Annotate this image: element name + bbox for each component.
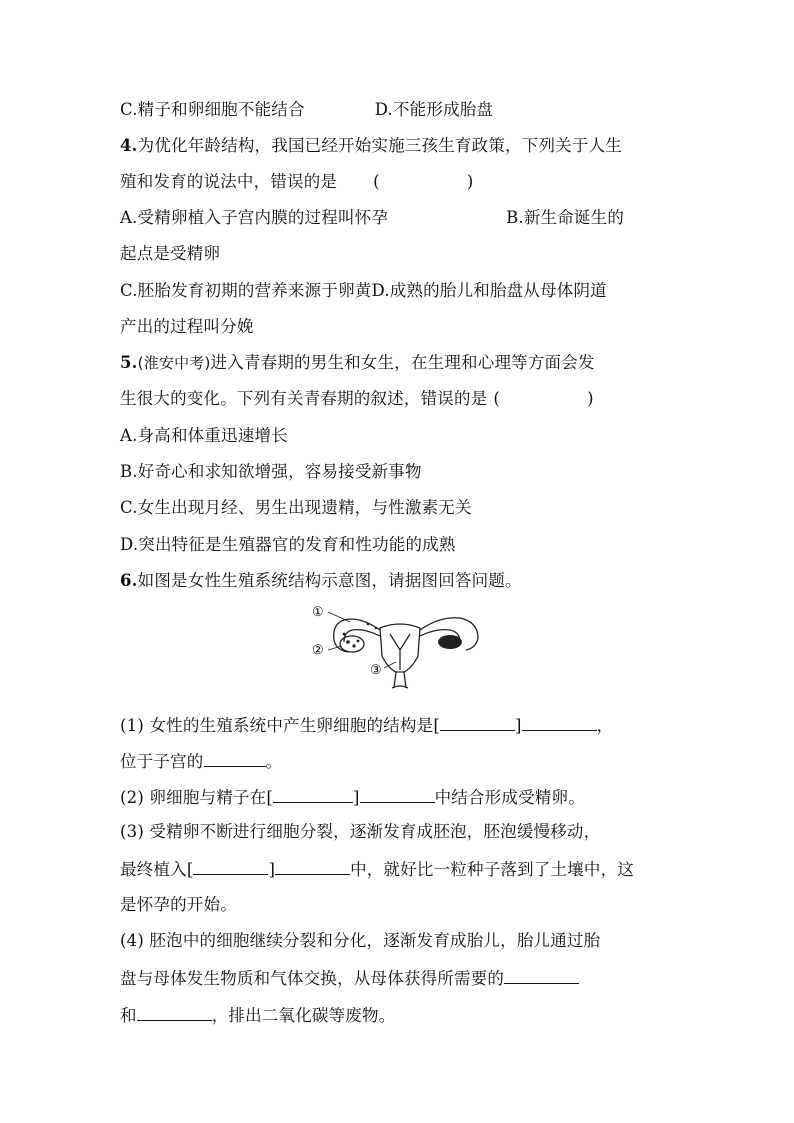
q6-sub3-bracket-open: [ xyxy=(186,860,194,879)
q4-stem-text-1: 为优化年龄结构，我国已经开始实施三孩生育政策，下列关于人生 xyxy=(137,136,622,155)
q5-option-d: D.突出特征是生殖器官的发育和性功能的成熟 xyxy=(120,535,456,554)
q4-stem-line1 xyxy=(120,136,622,156)
q4-option-a: A.受精卵植入子宫内膜的过程叫怀孕 xyxy=(120,208,389,227)
diagram-label-2: ② xyxy=(312,643,324,658)
q6-sub3-blank-name[interactable] xyxy=(275,858,350,875)
q6-sub4-text-a: (4) 胚泡中的细胞继续分裂和分化，逐渐发育成胎儿，胎儿通过胎 xyxy=(120,931,601,950)
q6-sub1-text-a: (1) 女性的生殖系统中产生卵细胞的结构是 xyxy=(120,716,434,735)
q5-number: 5. xyxy=(120,353,138,372)
q6-sub3-text-c: 中，就好比一粒种子落到了土壤中，这 xyxy=(350,860,634,879)
q6-number: 6. xyxy=(120,571,138,590)
q6-sub1-text-b: ， xyxy=(596,716,614,735)
q5-option-c-line xyxy=(120,498,472,518)
q6-sub1-bracket-close: ] xyxy=(514,716,522,735)
q5-stem-text-2: 生很大的变化。下列有关青春期的叙述，错误的是 xyxy=(120,389,488,408)
q4-options-line2 xyxy=(120,244,220,264)
q4-option-c: C.胚胎发育初期的营养来源于卵黄 xyxy=(120,281,372,300)
q6-sub3-text-a: (3) 受精卵不断进行细胞分裂，逐渐发育成胚泡，胚泡缓慢移动， xyxy=(120,822,601,841)
q4-options-line3 xyxy=(120,281,607,301)
q6-sub2-bracket-close: ] xyxy=(352,788,360,807)
q4-stem-text-2: 殖和发育的说法中，错误的是 xyxy=(120,172,338,191)
q6-sub4-text-b: 盘与母体发生物质和气体交换，从母体获得所需要的 xyxy=(120,969,505,988)
female-reproductive-diagram xyxy=(300,598,500,694)
q4-answer-bracket[interactable]: ( ) xyxy=(373,172,474,191)
q6-sub4-blank-2[interactable] xyxy=(137,1004,212,1021)
q6-sub2-text-a: (2) 卵细胞与精子在 xyxy=(120,788,267,807)
q3-options-line xyxy=(120,100,493,120)
diagram-label-3: ③ xyxy=(370,663,382,678)
q5-option-c: C.女生出现月经、男生出现遗精，与性激素无关 xyxy=(120,498,472,517)
q5-option-d-line xyxy=(120,535,456,555)
q5-stem-text-1: 进入青春期的男生和女生，在生理和心理等方面会发 xyxy=(210,353,595,372)
q6-sub1-line1 xyxy=(120,714,613,736)
q5-option-b: B.好奇心和求知欲增强，容易接受新事物 xyxy=(120,462,422,481)
q6-sub1-blank-position[interactable] xyxy=(204,750,266,767)
q6-sub3-blank-number[interactable] xyxy=(193,858,268,875)
q5-option-a-line xyxy=(120,426,288,446)
q6-sub3-line1 xyxy=(120,822,600,842)
q6-sub1-bracket-open: [ xyxy=(433,716,440,735)
q6-sub3-line3 xyxy=(120,895,237,915)
q4-option-d-part1: D.成熟的胎儿和胎盘从母体阴道 xyxy=(371,281,607,300)
q4-option-b-part2: 起点是受精卵 xyxy=(120,244,221,263)
q5-answer-bracket[interactable]: ( ) xyxy=(493,389,594,408)
q4-options-line4 xyxy=(120,317,254,337)
q4-number: 4. xyxy=(120,136,138,155)
q6-sub3-text-b: 最终植入 xyxy=(120,860,187,879)
q5-source: (淮安中考) xyxy=(137,354,211,372)
q4-option-b-part1: B.新生命诞生的 xyxy=(506,208,625,227)
q5-option-a: A.身高和体重迅速增长 xyxy=(120,426,288,445)
q6-sub2-line xyxy=(120,786,585,808)
q6-sub1-text-d: 。 xyxy=(265,752,283,771)
left-ovary xyxy=(340,636,364,652)
q4-option-d-part2: 产出的过程叫分娩 xyxy=(120,317,254,336)
q4-stem-line2 xyxy=(120,172,474,192)
q6-sub4-text-c: 和 xyxy=(120,1006,137,1025)
q6-stem-text: 如图是女性生殖系统结构示意图，请据图回答问题。 xyxy=(137,571,522,590)
q5-option-b-line xyxy=(120,462,422,482)
q6-sub4-text-d: ，排出二氧化碳等废物。 xyxy=(211,1006,396,1025)
q6-stem-line xyxy=(120,571,522,591)
q6-sub4-line1 xyxy=(120,931,600,951)
q6-sub4-line2 xyxy=(120,967,579,989)
q6-sub1-blank-name[interactable] xyxy=(522,714,597,731)
q6-sub2-text-b: 中结合形成受精卵。 xyxy=(434,788,585,807)
q6-sub4-line3 xyxy=(120,1004,395,1026)
q6-sub4-blank-1[interactable] xyxy=(504,967,579,984)
female-reproductive-diagram-svg xyxy=(300,598,500,694)
q6-sub2-blank-number[interactable] xyxy=(273,786,353,803)
q5-stem-line2 xyxy=(120,389,594,409)
q6-sub3-text-d: 是怀孕的开始。 xyxy=(120,895,237,914)
q6-sub3-line2 xyxy=(120,858,634,880)
q3-option-d: D.不能形成胎盘 xyxy=(374,100,494,119)
q6-sub2-blank-name[interactable] xyxy=(360,786,435,803)
right-ovary xyxy=(438,635,462,649)
q5-stem-line1 xyxy=(120,353,595,373)
q6-sub1-text-c: 位于子宫的 xyxy=(120,752,204,771)
q6-sub1-line2 xyxy=(120,750,282,772)
q3-option-c: C.精子和卵细胞不能结合 xyxy=(120,100,305,119)
q6-sub1-blank-number[interactable] xyxy=(440,714,515,731)
q4-options-line1 xyxy=(120,208,624,228)
q6-sub2-bracket-open: [ xyxy=(266,788,273,807)
q6-sub3-bracket-close: ] xyxy=(268,860,276,879)
diagram-label-1: ① xyxy=(312,605,324,620)
